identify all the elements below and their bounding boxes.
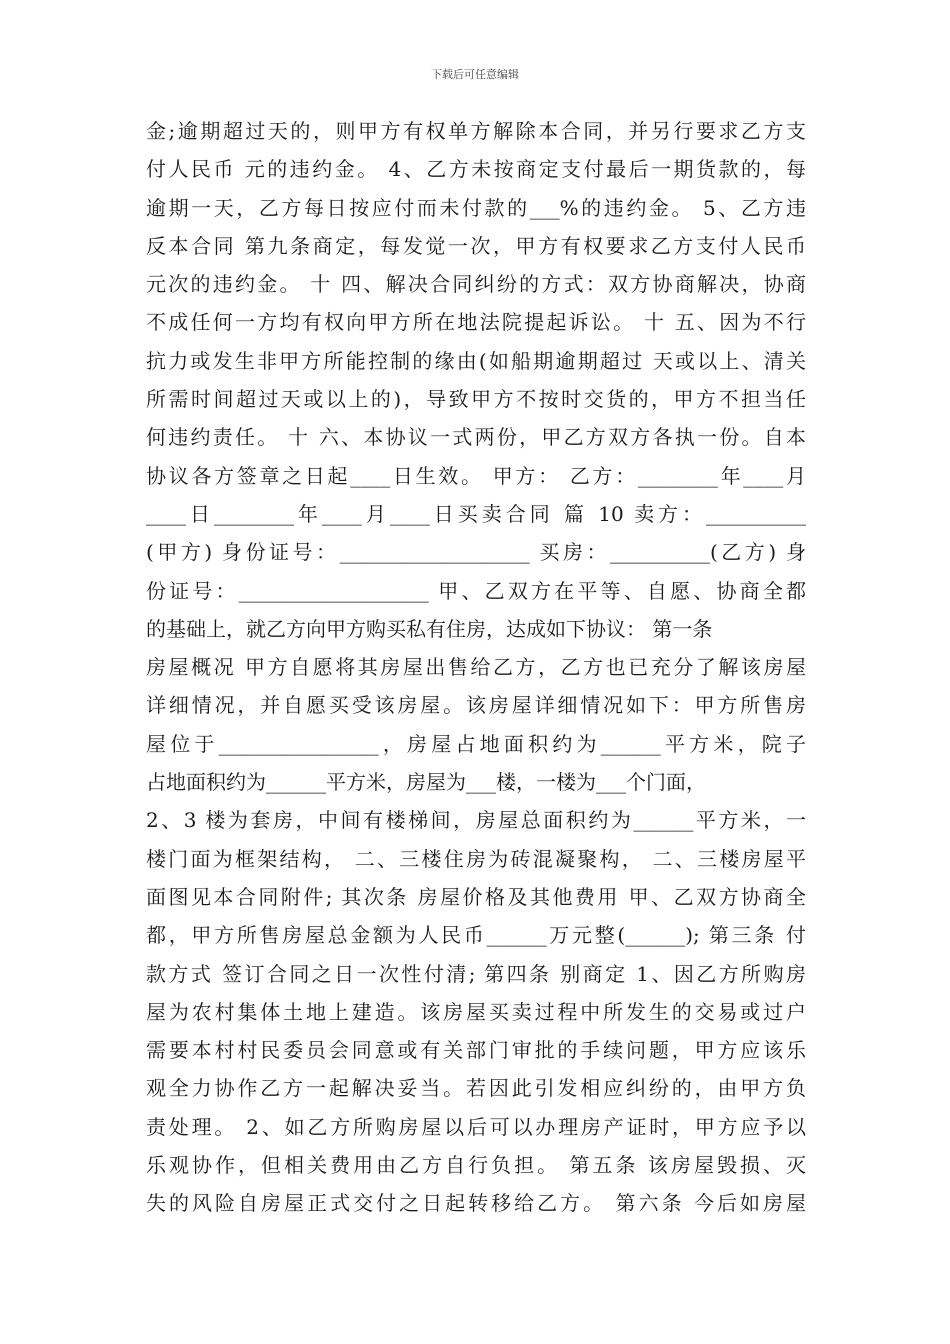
text-line: 协议各方签章之日起____日生效。 甲方： 乙方：________年____月: [146, 463, 806, 488]
text-line: 失的风险自房屋正式交付之日起转移给乙方。 第六条 今后如房屋: [146, 1191, 806, 1216]
text-line: 占地面积约为______平方米，房屋为___楼，一楼为___个门面，: [146, 770, 706, 795]
text-line: 份证号：___________________ 甲、乙双方在平等、自愿、协商全都: [146, 578, 806, 603]
text-line: 抗力或发生非甲方所能控制的缘由(如船期逾期超过 天或以上、清关: [146, 348, 806, 373]
text-line: 楼门面为框架结构， 二、三楼住房为砖混凝聚构， 二、三楼房屋平: [146, 846, 806, 871]
text-line: 元次的违约金。 十 四、解决合同纠纷的方式：双方协商解决，协商: [146, 272, 806, 297]
document-body: [146, 112, 806, 1223]
text-line: 何违约责任。 十 六、本协议一式两份，甲乙方双方各执一份。自本: [146, 425, 806, 450]
text-line: 不成任何一方均有权向甲方所在地法院提起诉讼。 十 五、因为不行: [146, 310, 806, 335]
text-line: 金;逾期超过天的，则甲方有权单方解除本合同，并另行要求乙方支: [146, 119, 806, 143]
text-line: 付人民币 元的违约金。 4、乙方未按商定支付最后一期货款的，每: [146, 157, 806, 182]
text-line: 都，甲方所售房屋总金额为人民币______万元整(______); 第三条 付: [146, 923, 806, 948]
text-line: 需要本村村民委员会同意或有关部门审批的手续问题，甲方应该乐: [146, 1038, 806, 1063]
text-line: 面图见本合同附件; 其次条 房屋价格及其他费用 甲、乙双方协商全: [146, 884, 806, 909]
text-line: 房屋概况 甲方自愿将其房屋出售给乙方，乙方也已充分了解该房屋: [146, 655, 806, 680]
text-line: 屋为农村集体土地上建造。该房屋买卖过程中所发生的交易或过户: [146, 999, 806, 1024]
text-line: 所需时间超过天或以上的)，导致甲方不按时交货的，甲方不担当任: [146, 387, 806, 412]
text-line: 详细情况，并自愿买受该房屋。该房屋详细情况如下：甲方所售房: [146, 693, 806, 718]
text-line: 观全力协作乙方一起解决妥当。若因此引发相应纠纷的，由甲方负: [146, 1076, 806, 1101]
text-line: (甲方) 身份证号：___________________ 买房：__________(乙方) 身: [146, 540, 806, 565]
text-line: 反本合同 第九条商定，每发觉一次，甲方有权要求乙方支付人民币: [146, 233, 806, 258]
text-line: 款方式 签订合同之日一次性付清; 第四条 别商定 1、因乙方所购房: [146, 961, 806, 986]
text-line: 屋位于________________，房屋占地面积约为______平方米，院子: [146, 731, 806, 756]
text-line: 乐观协作，但相关费用由乙方自行负担。 第五条 该房屋毁损、灭: [146, 1153, 806, 1178]
text-line: 的基础上，就乙方向甲方购买私有住房，达成如下协议： 第一条: [146, 616, 713, 641]
text-line: 2、3 楼为套房，中间有楼梯间，房屋总面积约为______平方米，一: [146, 808, 806, 833]
page-header: 下载后可任意编辑: [431, 68, 519, 81]
text-line: 责处理。 2、如乙方所购房屋以后可以办理房产证时，甲方应予以: [146, 1114, 806, 1139]
text-line: ____日________年____月____日买卖合同 篇 10 卖方：__________: [146, 501, 806, 526]
text-line: 逾期一天，乙方每日按应付而未付款的___%的违约金。 5、乙方违: [146, 195, 806, 220]
